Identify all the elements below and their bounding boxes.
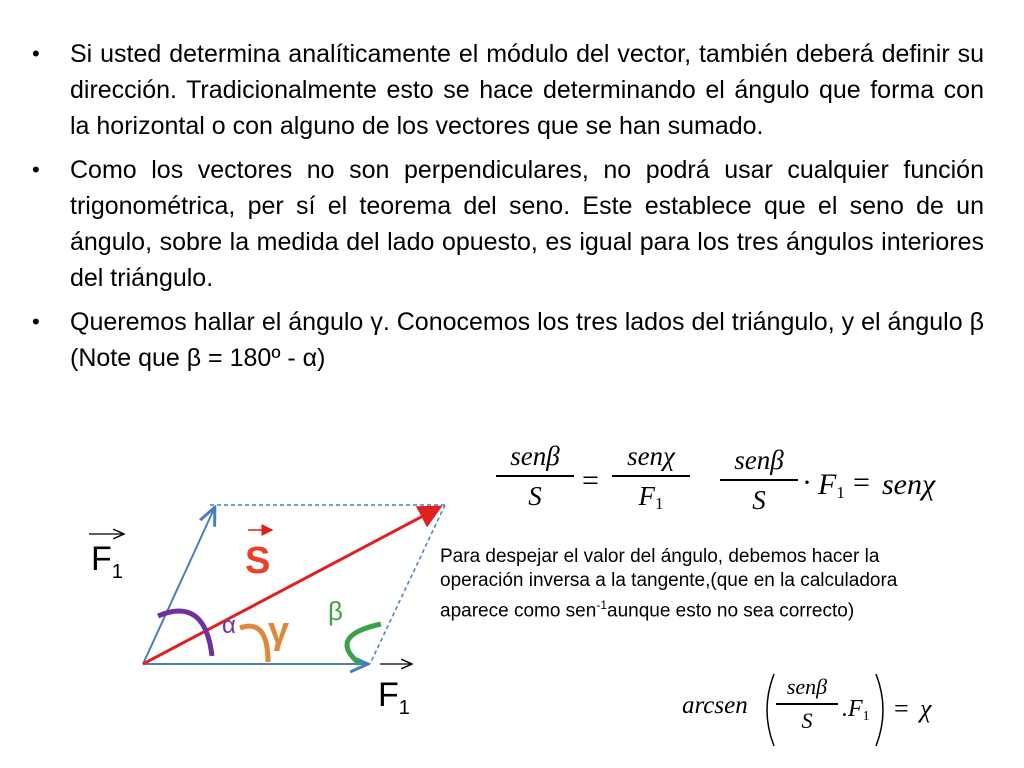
fraction-denominator: S — [528, 480, 542, 511]
label-f1-left — [91, 540, 123, 584]
label-var: F — [378, 676, 399, 714]
bullet-text: Queremos hallar el ángulo γ. Conocemos los tres lados del triángulo, y el ángulo β (Note que β = 180º - α) — [70, 308, 984, 372]
fraction-numerator: senχ — [627, 441, 675, 471]
result-term: χ — [920, 694, 932, 723]
arcsen-func: arcsen — [682, 692, 748, 719]
f-var: .F — [842, 696, 863, 722]
equals-sign: = — [582, 464, 599, 497]
fraction-denominator: S — [801, 707, 813, 733]
label-alpha: α — [222, 612, 236, 639]
label-sub: 1 — [398, 696, 410, 719]
dot-operator: · — [802, 466, 812, 499]
result-term: senχ — [882, 468, 936, 501]
note-text-main: Para despejar el valor del ángulo, debemos hacer la operación inversa a la tangente,(que en la calculadora aparece como sen — [440, 546, 898, 622]
den-var: F — [638, 480, 655, 511]
dashed-right-side — [370, 505, 445, 664]
gamma-arc — [240, 626, 268, 662]
label-f1-bottom — [378, 676, 410, 720]
den-sub: 1 — [655, 493, 664, 513]
vector-f1-slanted — [143, 509, 214, 664]
vector-resultant-s — [143, 507, 440, 664]
bullet-glyph: • — [32, 157, 40, 182]
beta-arc — [347, 624, 381, 664]
bullet-text: Como los vectores no son perpendiculares, no podrá usar cualquier función trigonométrica, per sí el teorema del seno. Este establece que el seno de un ángulo, sobre la medida del lado opuesto, es igual para los tres ángulos interiores del triángulo. — [70, 156, 984, 292]
label-var: F — [91, 540, 112, 578]
equals-sign: = — [853, 466, 870, 499]
f-sub: 1 — [862, 709, 870, 724]
bullet-glyph: • — [32, 41, 40, 66]
fraction-numerator: senβ — [786, 674, 828, 699]
note-text-tail: aunque esto no sea correcto) — [607, 600, 855, 622]
fraction-numerator: senβ — [734, 445, 784, 475]
label-s: S — [245, 540, 271, 582]
f-sub: 1 — [836, 483, 845, 502]
equals-sign: = — [894, 694, 909, 723]
f-var: F — [818, 468, 837, 501]
label-gamma: γ — [268, 610, 290, 652]
label-beta: β — [328, 596, 343, 626]
fraction-numerator: senβ — [510, 441, 560, 471]
label-sub: 1 — [111, 560, 123, 583]
bullet-text: Si usted determina analíticamente el módulo del vector, también deberá definir su dirección. Tradicionalmente esto se hace determinando el ángulo que forma con la horizontal o con alguno de los vectores que se han sumado. — [70, 40, 984, 140]
note-superscript: -1 — [596, 598, 607, 612]
bullet-glyph: • — [32, 309, 40, 334]
fraction-denominator: S — [752, 484, 766, 515]
